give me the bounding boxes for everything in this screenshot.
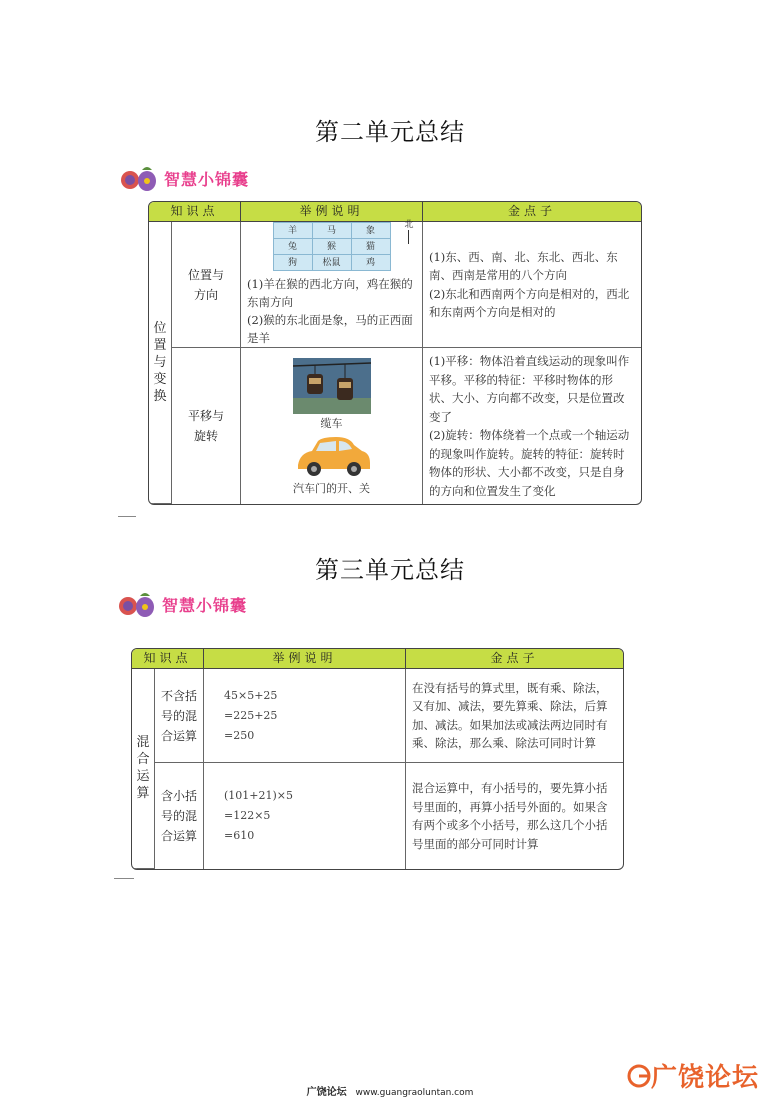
wisdom-bag-icon	[120, 164, 160, 192]
tip-banner	[118, 590, 247, 618]
example-cell	[204, 763, 406, 869]
header-tips: 金点子	[406, 649, 623, 669]
table-row	[149, 222, 641, 348]
example-cell	[204, 669, 406, 763]
expression-line: (101+21)×5	[224, 789, 294, 802]
car-image	[292, 435, 372, 479]
caption: 缆车	[320, 417, 343, 430]
header-knowledge: 知识点	[149, 202, 241, 222]
expression-line: =225+25	[224, 708, 278, 722]
tip-text: 混合运算中，有小括号的，要先算小括号里面的，再算小括号外面的。如果含有两个或多个小括号，那么这几个小括号里面的部分可同时计算	[412, 781, 608, 851]
header-tips: 金点子	[423, 202, 641, 222]
summary-table	[131, 648, 624, 870]
expression-line: =610	[224, 829, 255, 842]
knowledge-point: 含小括号的混合运算	[155, 763, 204, 869]
table-row	[132, 763, 623, 869]
tip-label: 智慧小锦囊	[162, 595, 248, 615]
tip-text: (1)东、西、南、北、东北、西北、东南、西南是常用的八个方向 (2)东北和西南两个方向是相对的，西北和东南两个方向是相对的	[423, 222, 641, 348]
section-title: 第二单元总结	[315, 118, 465, 146]
example-line: (1)羊在猴的西北方向，鸡在猴的东南方向	[247, 277, 413, 309]
section-title: 第三单元总结	[315, 556, 465, 584]
site-logo: 广饶论坛	[627, 1057, 759, 1094]
expression-line: =122×5	[224, 809, 271, 822]
north-arrow: 北	[404, 220, 413, 247]
footer-url[interactable]: www.guangraoluntan.com	[355, 1088, 474, 1098]
example-cell	[241, 348, 423, 504]
group-label: 混合运算	[132, 669, 155, 869]
expression-line: 45×5+25	[224, 688, 278, 702]
divider	[118, 516, 136, 517]
footer-site-name: 广饶论坛	[306, 1087, 347, 1098]
page-footer	[0, 1083, 780, 1098]
divider	[114, 878, 134, 879]
knowledge-point: 不含括号的混合运算	[155, 669, 204, 763]
expression-line: =250	[224, 728, 255, 742]
caption: 汽车门的开、关	[293, 482, 370, 495]
knowledge-point: 平移与旋转	[172, 348, 241, 504]
example-line: (2)猴的东北面是象，马的正西面是羊	[247, 313, 413, 345]
knowledge-point: 位置与方向	[172, 222, 241, 348]
header-example: 举例说明	[241, 202, 423, 222]
direction-grid: 羊 马 象 兔 猴 猫 狗 松鼠 鸡	[273, 222, 391, 271]
summary-table	[148, 201, 642, 505]
group-label: 位置与变换	[149, 222, 172, 504]
header-example: 举例说明	[204, 649, 406, 669]
tip-label: 智慧小锦囊	[164, 169, 250, 189]
tip-banner	[120, 164, 249, 192]
example-cell	[241, 222, 423, 348]
cable-car-image	[293, 358, 371, 414]
tip-text: (1)平移：物体沿着直线运动的现象叫作平移。平移的特征：平移时物体的形状、大小、方向都不改变，只是位置改变了 (2)旋转：物体绕着一个点或一个轴运动的现象叫作旋转。旋转的特征：旋转时物体的形状、大小都不改变，只是自身的方向和位置发生了变化	[429, 354, 630, 498]
tip-text: 在没有括号的算式里，既有乘、除法，又有加、减法，要先算乘、除法，后算加、减法。如果加法或减法两边同时有乘、除法，那么乘、除法可同时计算	[406, 669, 623, 763]
wisdom-bag-icon	[118, 590, 158, 618]
header-knowledge: 知识点	[132, 649, 204, 669]
table-row	[132, 669, 623, 763]
table-row	[149, 348, 641, 504]
